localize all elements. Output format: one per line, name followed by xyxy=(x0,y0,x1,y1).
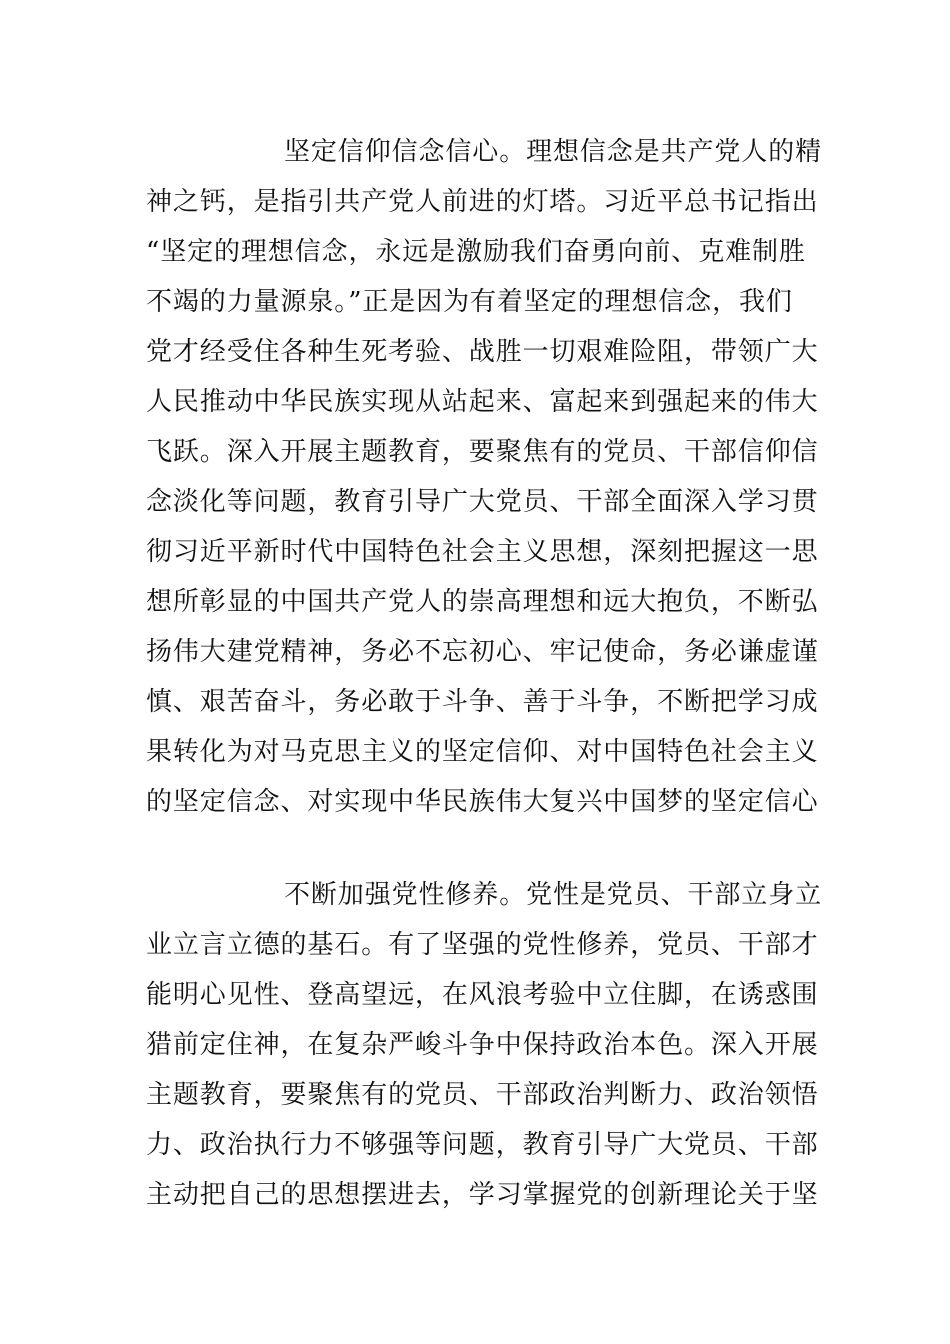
paragraph-line: 业立言立德的基石。有了坚强的党性修养，党员、干部才 xyxy=(146,930,819,960)
paragraph-line: 念淡化等问题，教育引导广大党员、干部全面深入学习贯 xyxy=(146,487,819,517)
paragraph-line: 想所彰显的中国共产党人的崇高理想和远大抱负，不断弘 xyxy=(146,587,819,617)
paragraph-firm-faith xyxy=(146,127,823,827)
paragraph-line: “坚定的理想信念，永远是激励我们奋勇向前、克难制胜 xyxy=(146,237,806,267)
paragraph-line: 猎前定住神，在复杂严峻斗争中保持政治本色。深入开展 xyxy=(146,1030,819,1060)
paragraph-line: 力、政治执行力不够强等问题，教育引导广大党员、干部 xyxy=(146,1130,819,1160)
paragraph-line: 人民推动中华民族实现从站起来、富起来到强起来的伟大 xyxy=(146,387,819,417)
paragraph-line: 果转化为对马克思主义的坚定信仰、对中国特色社会主义 xyxy=(146,737,819,767)
paragraph-line: 党才经受住各种生死考验、战胜一切艰难险阻，带领广大 xyxy=(146,337,819,367)
paragraph-line: 扬伟大建党精神，务必不忘初心、牢记使命，务必谦虚谨 xyxy=(146,637,819,667)
paragraph-line: 不竭的力量源泉。”正是因为有着坚定的理想信念，我们 xyxy=(146,287,793,317)
paragraph-line: 坚定信仰信念信心。理想信念是共产党人的精 xyxy=(284,137,823,167)
paragraph-line: 主题教育，要聚焦有的党员、干部政治判断力、政治领悟 xyxy=(146,1080,819,1110)
paragraph-line: 飞跃。深入开展主题教育，要聚焦有的党员、干部信仰信 xyxy=(146,437,819,467)
paragraph-line: 彻习近平新时代中国特色社会主义思想，深刻把握这一思 xyxy=(146,537,819,567)
paragraph-line: 能明心见性、登高望远，在风浪考验中立住脚，在诱惑围 xyxy=(146,980,819,1010)
paragraph-line: 慎、艰苦奋斗，务必敢于斗争、善于斗争，不断把学习成 xyxy=(146,687,819,717)
paragraph-party-spirit xyxy=(146,870,823,1220)
paragraph-line: 的坚定信念、对实现中华民族伟大复兴中国梦的坚定信心 xyxy=(146,787,819,817)
paragraph-line: 不断加强党性修养。党性是党员、干部立身立 xyxy=(284,880,823,910)
paragraph-line: 主动把自己的思想摆进去，学习掌握党的创新理论关于坚 xyxy=(146,1180,819,1210)
paragraph-line: 神之钙，是指引共产党人前进的灯塔。习近平总书记指出 xyxy=(146,187,819,217)
